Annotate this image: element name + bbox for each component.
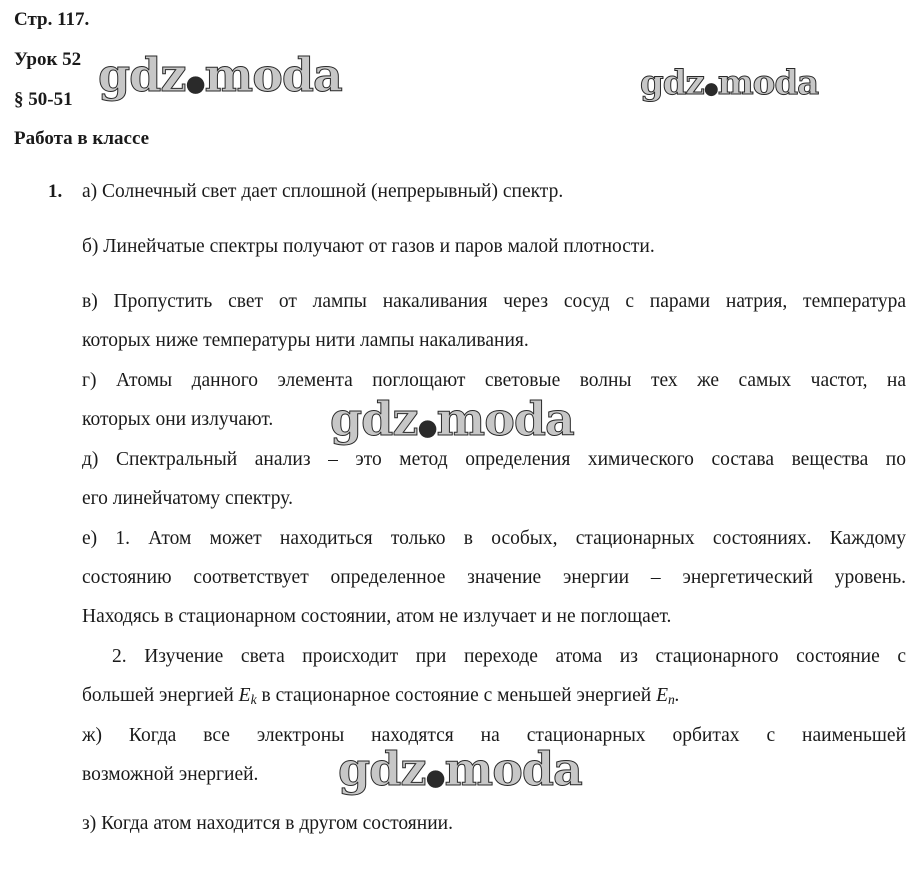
task-number: 1. bbox=[48, 181, 63, 202]
answer-g-line2: которых они излучают. bbox=[82, 409, 274, 430]
answer-v-line2: которых ниже температуры нити лампы накаливания. bbox=[82, 330, 529, 351]
answer-e-line3: Находясь в стационарном состоянии, атом не излучает и не поглощает. bbox=[82, 606, 672, 627]
watermark-logo-4: gdz●moda bbox=[338, 742, 582, 796]
watermark-logo-2: gdz●moda bbox=[640, 63, 819, 103]
answer-z: з) Когда атом находится в другом состоянии. bbox=[82, 813, 453, 834]
watermark-logo-3: gdz●moda bbox=[330, 392, 574, 446]
watermark-logo-1: gdz●moda bbox=[98, 48, 342, 102]
section-ref: § 50-51 bbox=[14, 89, 73, 110]
answer-zh-line2: возможной энергией. bbox=[82, 764, 259, 785]
class-work-heading: Работа в классе bbox=[14, 128, 150, 149]
answer-e-line1: е) 1. Атом может находиться только в особых, стационарных состояниях. Каждому bbox=[82, 528, 906, 549]
lesson-title: Урок 52 bbox=[14, 49, 82, 70]
answer-zh-line1: ж) Когда все электроны находятся на стационарных орбитах с наименьшей bbox=[82, 725, 906, 746]
answer-d-line2: его линейчатому спектру. bbox=[82, 488, 293, 509]
page-number: Стр. 117. bbox=[14, 9, 90, 30]
answer-d-line1: д) Спектральный анализ – это метод определения химического состава вещества по bbox=[82, 449, 906, 470]
answer-v-line1: в) Пропустить свет от лампы накаливания через сосуд с парами натрия, температура bbox=[82, 291, 906, 312]
answer-e-line2: состоянию соответствует определенное значение энергии – энергетический уровень. bbox=[82, 567, 906, 588]
answer-e-line4: 2. Изучение света происходит при переходе атома из стационарного состояние с bbox=[112, 646, 906, 667]
answer-a: а) Солнечный свет дает сплошной (непрерывный) спектр. bbox=[82, 181, 564, 202]
answer-e-line5: большей энергией $E_k$ в стационарное состояние с меньшей энергией $E_n$. bbox=[82, 685, 680, 707]
answer-b: б) Линейчатые спектры получают от газов и паров малой плотности. bbox=[82, 236, 655, 257]
answer-g-line1: г) Атомы данного элемента поглощают световые волны тех же самых частот, на bbox=[82, 370, 906, 391]
